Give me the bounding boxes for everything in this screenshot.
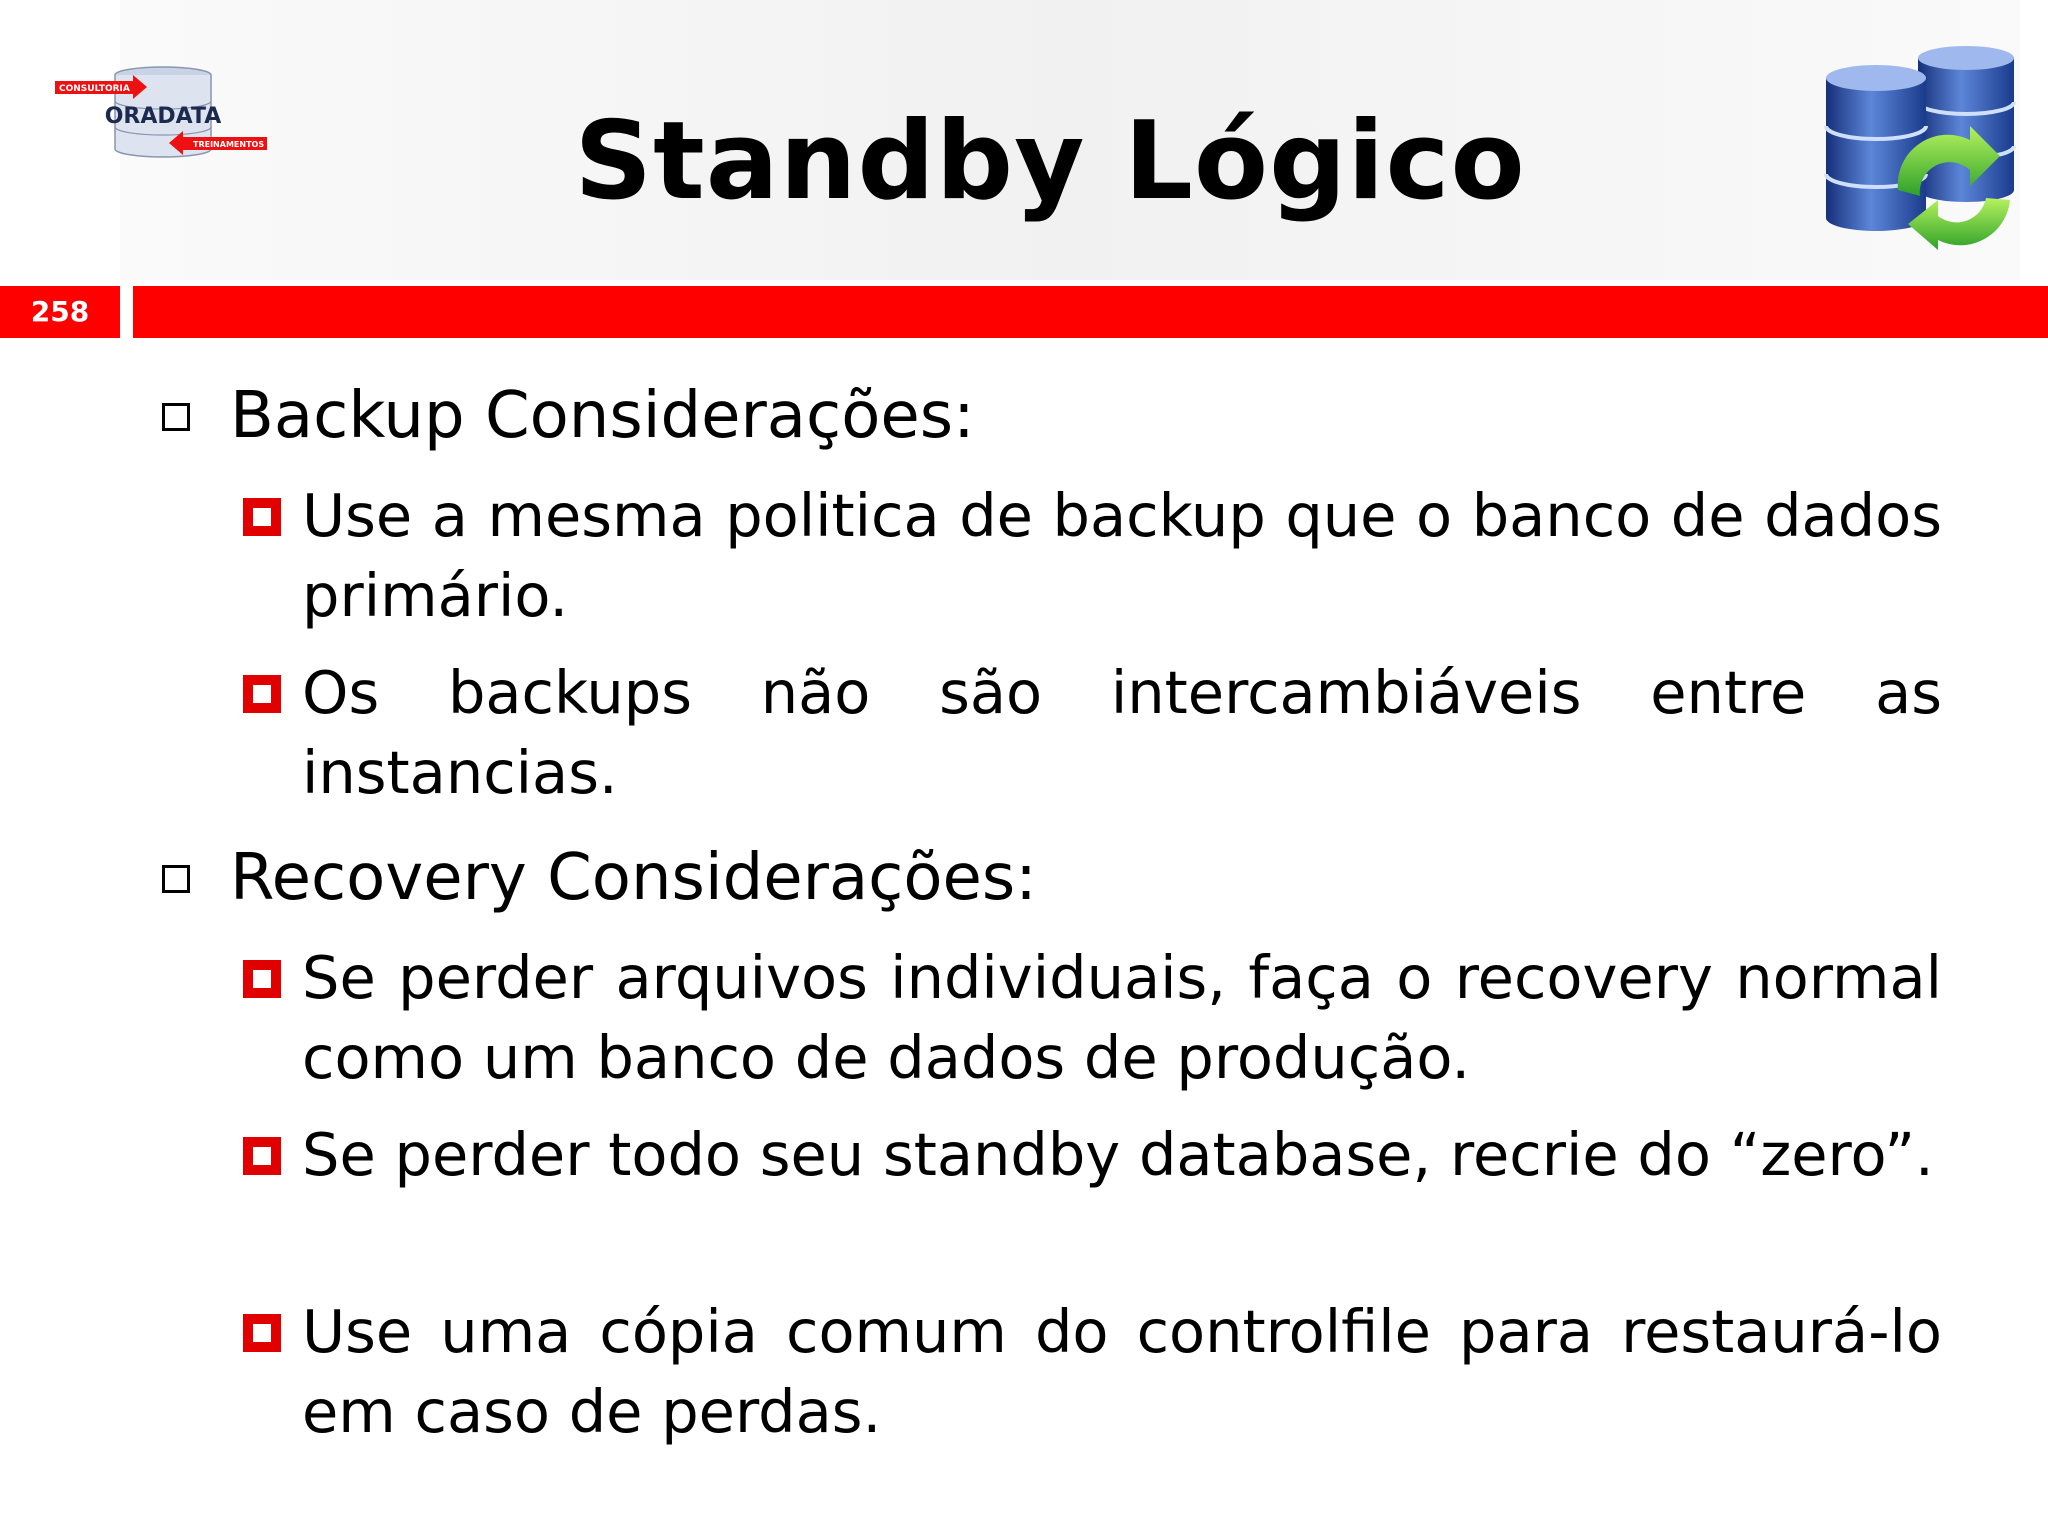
logo-name: ORADATA (104, 104, 222, 129)
logo-top-banner: CONSULTORIA (59, 84, 130, 94)
red-bullet-icon (243, 675, 281, 713)
red-divider (133, 286, 2048, 338)
section-heading: Backup Considerações: (230, 379, 975, 453)
page-number: 258 (0, 286, 120, 338)
section-heading: Recovery Considerações: (230, 841, 1037, 915)
bullet-item: Use uma cópia comum do controlfile para restaurá-lo em caso de perdas. (302, 1297, 1942, 1446)
red-bullet-icon (243, 1314, 281, 1352)
red-bullet-icon (243, 1137, 281, 1175)
title-bar (0, 286, 2048, 338)
slide-title: Standby Lógico (574, 99, 1526, 224)
red-bullet-icon (243, 498, 281, 536)
bullet-item: Os backups não são intercambiáveis entre as instancias. (302, 658, 1942, 807)
bullet-item: Use a mesma politica de backup que o banco de dados primário. (302, 481, 1942, 630)
bullet-square-icon (162, 403, 190, 431)
bullet-square-icon (162, 865, 190, 893)
database-sync-icon (1820, 40, 2020, 250)
bullet-item: Se perder arquivos individuais, faça o recovery normal como um banco de dados de produção. (302, 943, 1942, 1092)
bullet-item: Se perder todo seu standby database, recrie do “zero”. (302, 1120, 1934, 1189)
red-bullet-icon (243, 960, 281, 998)
logo-bottom-banner: TREINAMENTOS (193, 140, 265, 149)
